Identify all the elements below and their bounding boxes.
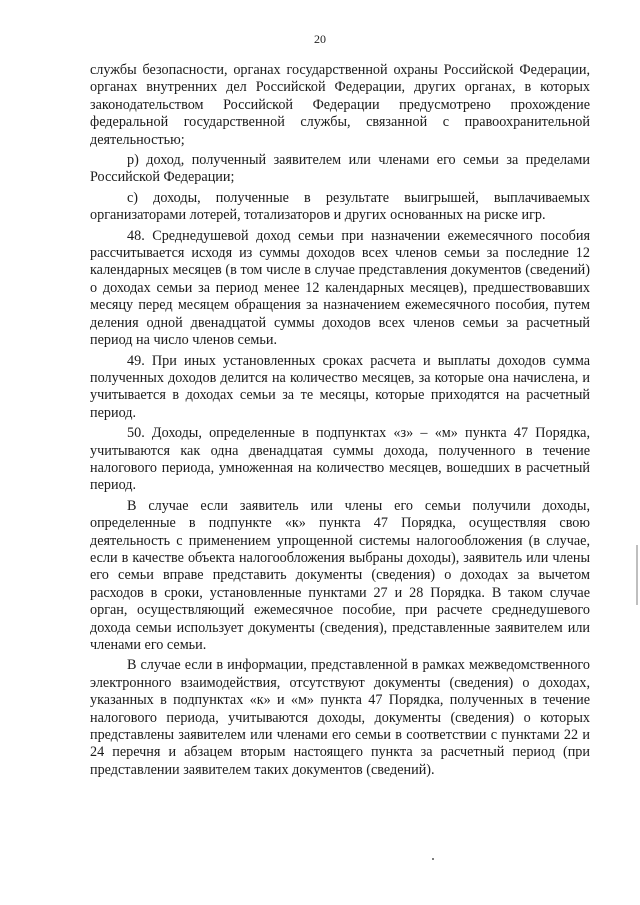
paragraph-subitem-s: с) доходы, полученные в результате выигрышей, выплачиваемых организаторами лотерей, тотализаторов и других основанных на риске игр. — [90, 189, 590, 224]
paragraph-50-simplified-tax: В случае если заявитель или члены его семьи получили доходы, определенные в подпункте «к» пункта 47 Порядка, осуществляя свою деятельность с применением упрощенной системы налогообложения (в случае, если в качестве объекта налогообложения выбраны доходы), заявитель или члены его семьи вправе представить документы (сведения) о доходах за вычетом расходов в сроки, установленные пунктами 27 и 28 Порядка. В таком случае орган, осуществляющий ежемесячное пособие, при расчете среднедушевого дохода семьи использует документы (сведения), представленные заявителем или членами его семьи. — [90, 497, 590, 653]
paragraph-subitem-r: р) доход, полученный заявителем или членами его семьи за пределами Российской Федерации; — [90, 152, 590, 186]
scan-edge-mark — [636, 545, 638, 605]
page-number: 20 — [314, 32, 326, 46]
paragraph-49: 49. При иных установленных сроках расчета и выплаты доходов сумма полученных доходов делится на количество месяцев, за которые она начислена, и учитывается в доходах семьи за те месяцы, которые приходятся на расчетный период. — [90, 352, 590, 421]
scan-dot — [432, 858, 434, 860]
paragraph-48: 48. Среднедушевой доход семьи при назначении ежемесячного пособия рассчитывается исходя из суммы доходов всех членов семьи за последние 12 календарных месяцев (в том числе в случае представления документов (сведений) о доходах семьи за период менее 12 календарных месяцев), предшествовавших месяцу перед месяцем обращения за назначением ежемесячного пособия, путем деления одной двенадцатой суммы доходов всех членов семьи за расчетный период на число членов семьи. — [90, 227, 590, 349]
paragraph-50-interagency: В случае если в информации, представленной в рамках межведомственного электронного взаимодействия, отсутствуют документы (сведения) о доходах, указанных в подпунктах «к» и «м» пункта 47 Порядка, полученных в течение налогового периода, учитываются доходы, документы (сведения) о которых представлены заявителем или членами его семьи в соответствии с пунктами 22 и 24 перечня и абзацем вторым настоящего пункта за расчетный период (при представлении заявителем таких документов (сведений). — [90, 657, 590, 778]
document-body — [90, 62, 590, 782]
paragraph-continuation: службы безопасности, органах государственной охраны Российской Федерации, органах внутренних дел Российской Федерации, других органах, в которых законодательством Российской Федерации предусмотрено прохождение федеральной государственной службы, связанной с правоохранительной деятельностью; — [90, 62, 590, 148]
paragraph-50: 50. Доходы, определенные в подпунктах «з» – «м» пункта 47 Порядка, учитываются как одна двенадцатая суммы дохода, полученного в течение налогового периода, умноженная на количество месяцев, вошедших в расчетный период. — [90, 425, 590, 494]
